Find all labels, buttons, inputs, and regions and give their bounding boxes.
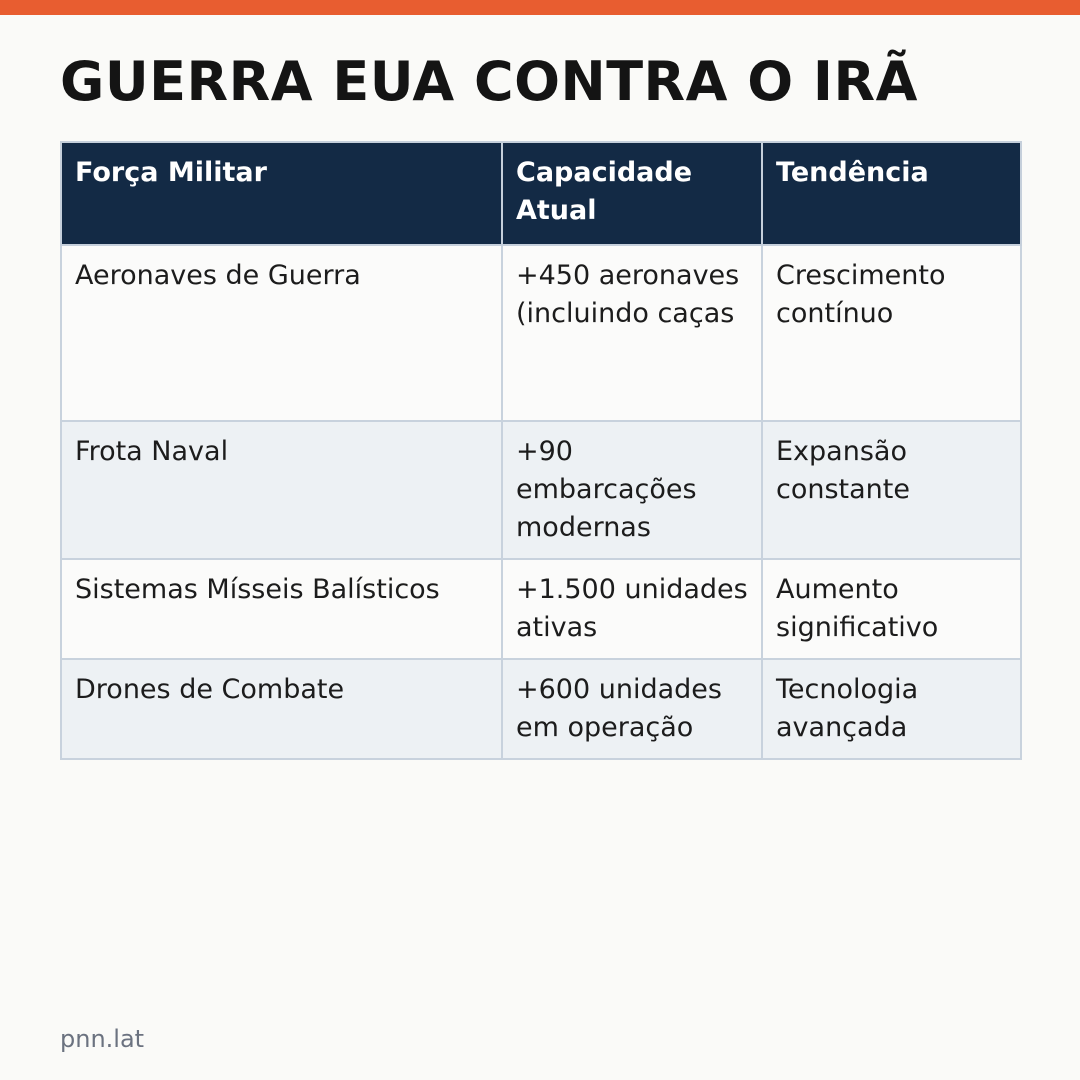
cell-capacity: +600 unidades em operação	[502, 659, 762, 759]
cell-trend: Tecnologia avançada	[762, 659, 1021, 759]
cell-capacity: +1.500 unidades ativas	[502, 559, 762, 659]
cell-force: Aeronaves de Guerra	[61, 245, 502, 421]
table-row	[61, 245, 1021, 421]
cell-trend: Crescimento contínuo	[762, 245, 1021, 421]
cell-force: Drones de Combate	[61, 659, 502, 759]
column-header-trend: Tendência	[762, 142, 1021, 245]
cell-force: Sistemas Mísseis Balísticos	[61, 559, 502, 659]
table-row	[61, 559, 1021, 659]
table-header-row	[61, 142, 1021, 245]
top-accent-bar	[0, 0, 1080, 15]
cell-trend: Expansão constante	[762, 421, 1021, 559]
military-forces-table	[60, 141, 1022, 760]
cell-force: Frota Naval	[61, 421, 502, 559]
column-header-capacity: Capacidade Atual	[502, 142, 762, 245]
table-row	[61, 659, 1021, 759]
column-header-force: Força Militar	[61, 142, 502, 245]
cell-capacity: +450 aeronaves (incluindo caças	[502, 245, 762, 421]
cell-capacity: +90 embarcações modernas	[502, 421, 762, 559]
page-title: GUERRA EUA CONTRA O IRÃ	[60, 50, 918, 113]
table-row	[61, 421, 1021, 559]
source-footer: pnn.lat	[60, 1025, 145, 1053]
cell-trend: Aumento significativo	[762, 559, 1021, 659]
